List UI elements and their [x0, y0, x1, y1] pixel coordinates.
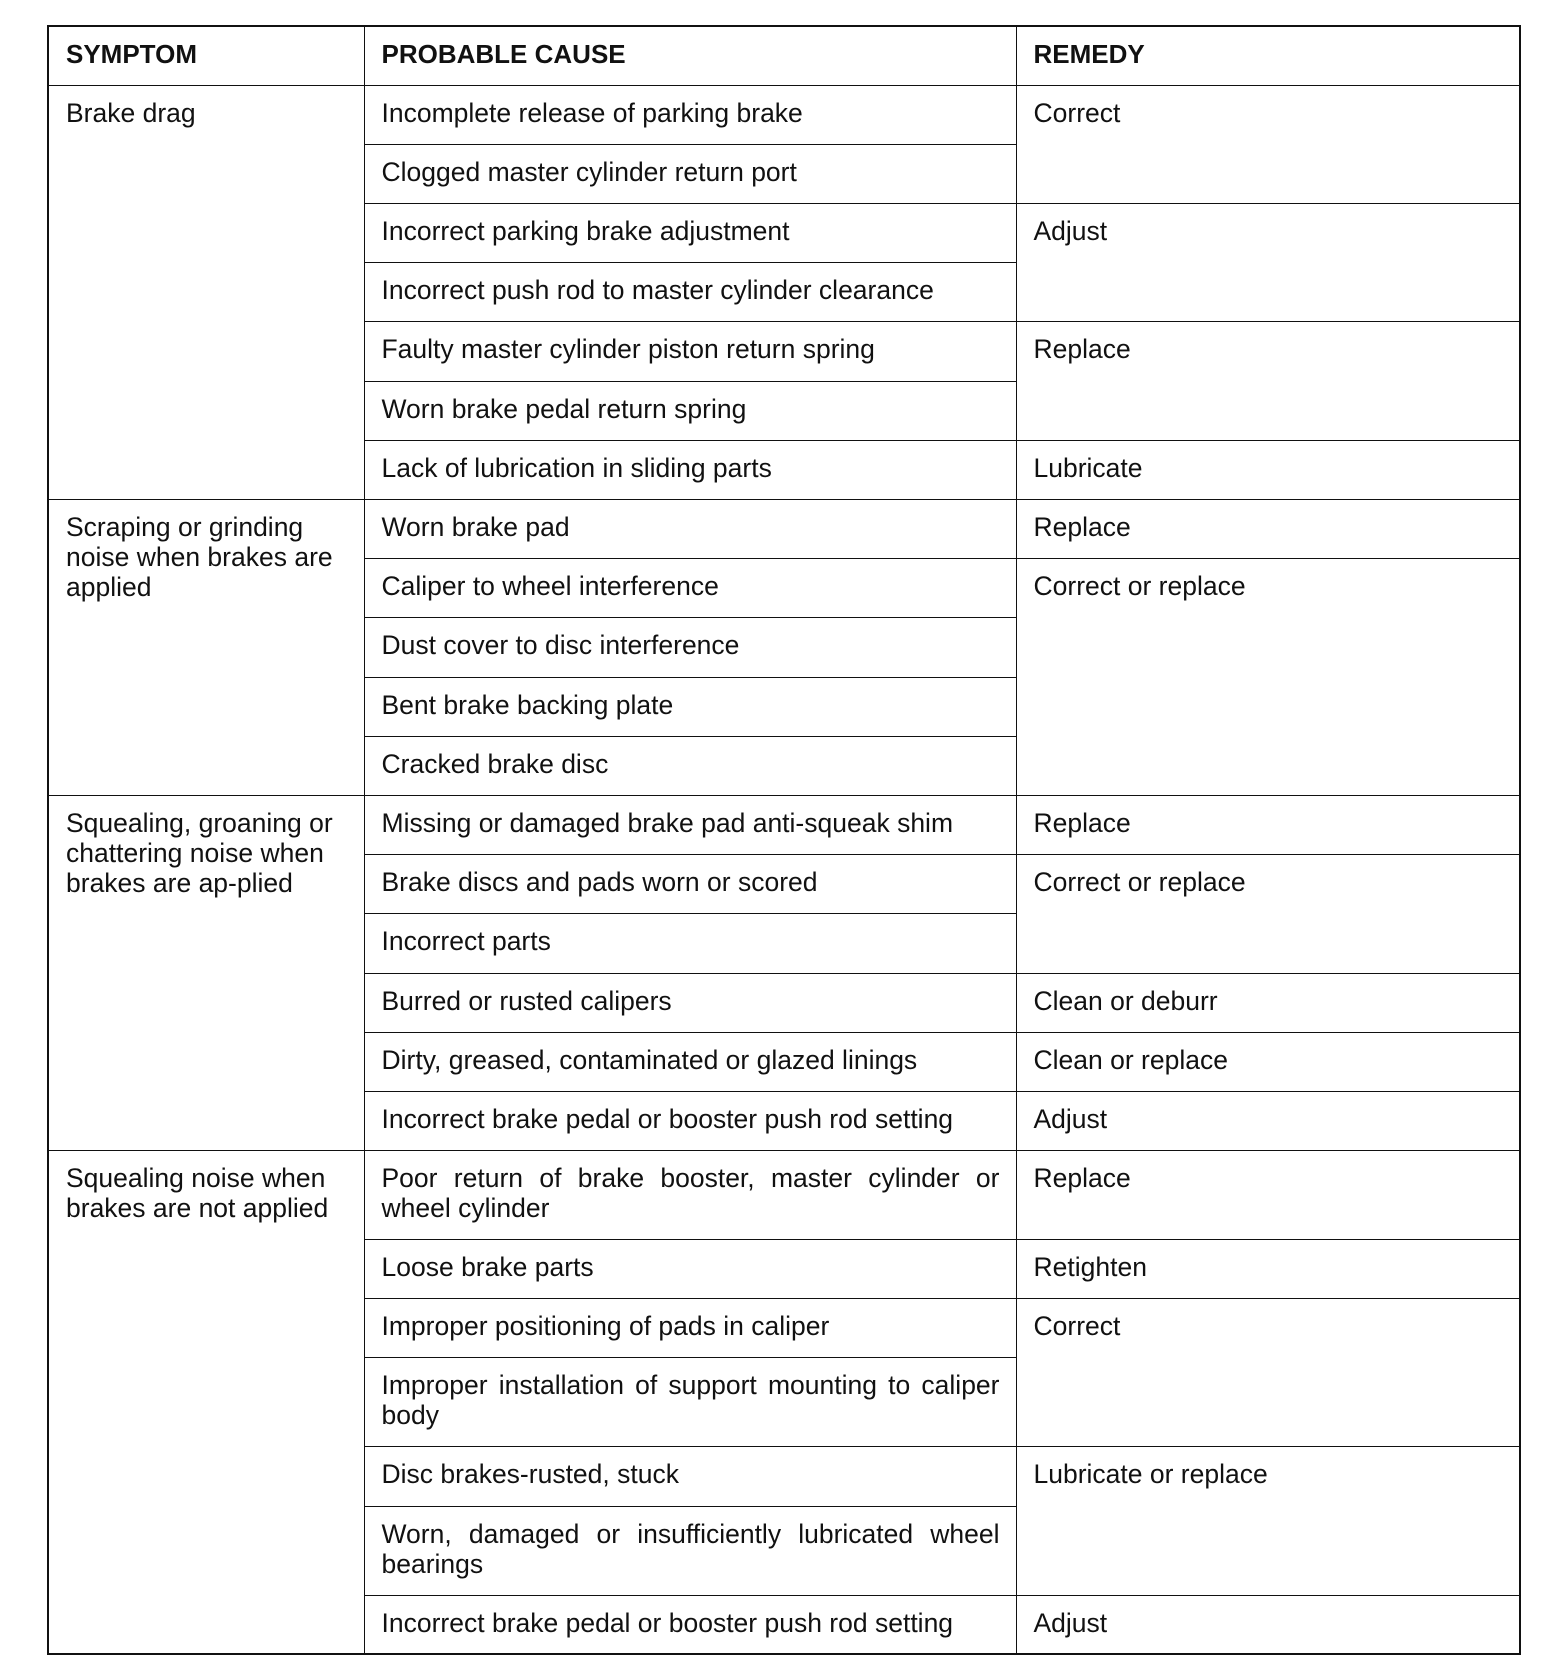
cause-cell: Cracked brake disc	[364, 736, 1016, 795]
header-remedy: REMEDY	[1016, 26, 1520, 85]
header-probable-cause: PROBABLE CAUSE	[364, 26, 1016, 85]
table-row	[48, 1151, 1520, 1240]
remedy-cell: Adjust	[1016, 1595, 1520, 1654]
cause-cell: Dirty, greased, contaminated or glazed linings	[364, 1032, 1016, 1091]
cause-cell: Poor return of brake booster, master cylinder or wheel cylinder	[364, 1151, 1016, 1240]
cause-cell: Incomplete release of parking brake	[364, 85, 1016, 144]
cause-cell: Incorrect brake pedal or booster push rod setting	[364, 1091, 1016, 1150]
remedy-cell: Adjust	[1016, 204, 1520, 322]
cause-cell: Missing or damaged brake pad anti-squeak shim	[364, 795, 1016, 854]
cause-cell: Worn brake pad	[364, 500, 1016, 559]
remedy-cell: Correct	[1016, 85, 1520, 203]
remedy-cell: Replace	[1016, 795, 1520, 854]
cause-cell: Improper positioning of pads in caliper	[364, 1299, 1016, 1358]
remedy-cell: Replace	[1016, 1151, 1520, 1240]
remedy-cell: Adjust	[1016, 1091, 1520, 1150]
remedy-cell: Lubricate	[1016, 440, 1520, 499]
remedy-cell: Lubricate or replace	[1016, 1447, 1520, 1595]
cause-cell: Dust cover to disc interference	[364, 618, 1016, 677]
remedy-cell: Correct	[1016, 1299, 1520, 1447]
cause-cell: Bent brake backing plate	[364, 677, 1016, 736]
cause-cell: Clogged master cylinder return port	[364, 144, 1016, 203]
cause-cell: Incorrect parts	[364, 914, 1016, 973]
remedy-cell: Clean or deburr	[1016, 973, 1520, 1032]
remedy-cell: Correct or replace	[1016, 559, 1520, 796]
cause-cell: Lack of lubrication in sliding parts	[364, 440, 1016, 499]
cause-cell: Faulty master cylinder piston return spring	[364, 322, 1016, 381]
header-symptom: SYMPTOM	[48, 26, 364, 85]
cause-cell: Worn brake pedal return spring	[364, 381, 1016, 440]
symptom-cell: Squealing noise when brakes are not applied	[48, 1151, 364, 1655]
cause-cell: Incorrect push rod to master cylinder clearance	[364, 263, 1016, 322]
table-row	[48, 795, 1520, 854]
cause-cell: Loose brake parts	[364, 1240, 1016, 1299]
troubleshooting-table	[47, 25, 1521, 1655]
symptom-cell: Scraping or grinding noise when brakes are applied	[48, 500, 364, 796]
cause-cell: Brake discs and pads worn or scored	[364, 855, 1016, 914]
cause-cell: Improper installation of support mounting to caliper body	[364, 1358, 1016, 1447]
table-row	[48, 500, 1520, 559]
table-row	[48, 85, 1520, 144]
cause-cell: Incorrect brake pedal or booster push rod setting	[364, 1595, 1016, 1654]
cause-cell: Disc brakes-rusted, stuck	[364, 1447, 1016, 1506]
symptom-cell: Squealing, groaning or chattering noise when brakes are ap-plied	[48, 795, 364, 1150]
symptom-cell: Brake drag	[48, 85, 364, 499]
remedy-cell: Correct or replace	[1016, 855, 1520, 973]
remedy-cell: Clean or replace	[1016, 1032, 1520, 1091]
remedy-cell: Retighten	[1016, 1240, 1520, 1299]
cause-cell: Worn, damaged or insufficiently lubricated wheel bearings	[364, 1506, 1016, 1595]
header-row	[48, 26, 1520, 85]
remedy-cell: Replace	[1016, 322, 1520, 440]
cause-cell: Incorrect parking brake adjustment	[364, 204, 1016, 263]
cause-cell: Caliper to wheel interference	[364, 559, 1016, 618]
remedy-cell: Replace	[1016, 500, 1520, 559]
cause-cell: Burred or rusted calipers	[364, 973, 1016, 1032]
